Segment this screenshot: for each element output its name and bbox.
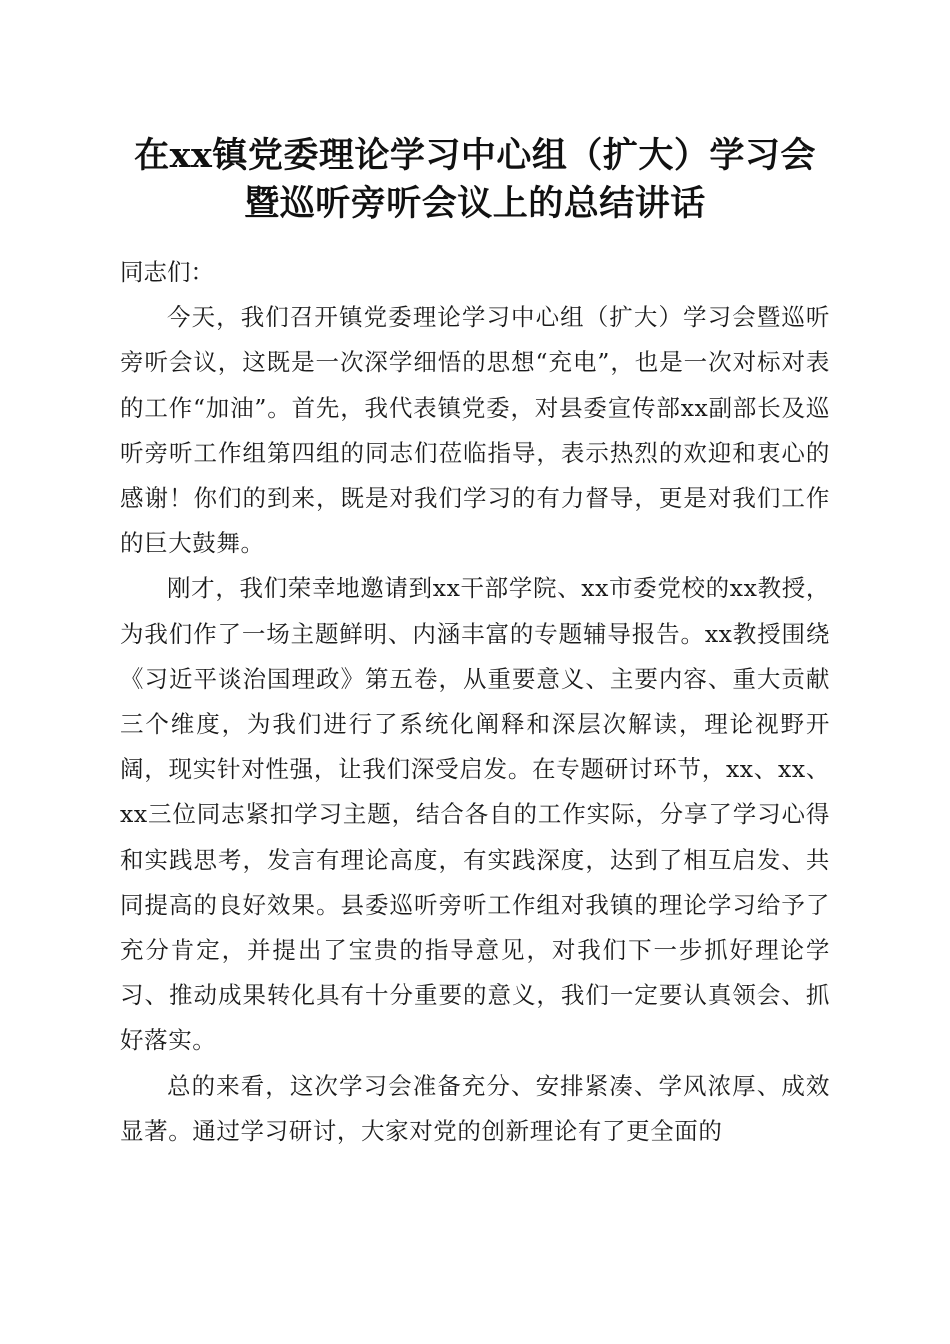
paragraph-3: 总的来看，这次学习会准备充分、安排紧凑、学风浓厚、成效显著。通过学习研讨，大家对党的创新理论有了更全面的 [120,1071,830,1145]
title-line-2: 暨巡听旁听会议上的总结讲话 [244,183,706,224]
paragraph-1: 今天，我们召开镇党委理论学习中心组（扩大）学习会暨巡听旁听会议，这既是一次深学细悟的思想“充电”，也是一次对标对表的工作“加油”。首先，我代表镇党委，对县委宣传部xx副部长及巡听旁听工作组第四组的同志们莅临指导，表示热烈的欢迎和衷心的感谢！你们的到来，既是对我们学习的有力督导，更是对我们工作的巨大鼓舞。 [120,303,830,558]
salutation: 同志们： [120,258,214,286]
document-body [120,250,830,1154]
paragraph-2: 刚才，我们荣幸地邀请到xx干部学院、xx市委党校的xx教授，为我们作了一场主题鲜明、内涵丰富的专题辅导报告。xx教授围绕《习近平谈治国理政》第五卷，从重要意义、主要内容、重大贡献三个维度，为我们进行了系统化阐释和深层次解读，理论视野开阔，现实针对性强，让我们深受启发。在专题研讨环节，xx、xx、xx三位同志紧扣学习主题，结合各自的工作实际，分享了学习心得和实践思考，发言有理论高度，有实践深度，达到了相互启发、共同提高的良好效果。县委巡听旁听工作组对我镇的理论学习给予了充分肯定，并提出了宝贵的指导意见，对我们下一步抓好理论学习、推动成果转化具有十分重要的意义，我们一定要认真领会、抓好落实。 [120,574,830,1055]
document-title [90,132,860,228]
title-line-1: 在xx镇党委理论学习中心组（扩大）学习会 [134,135,816,176]
